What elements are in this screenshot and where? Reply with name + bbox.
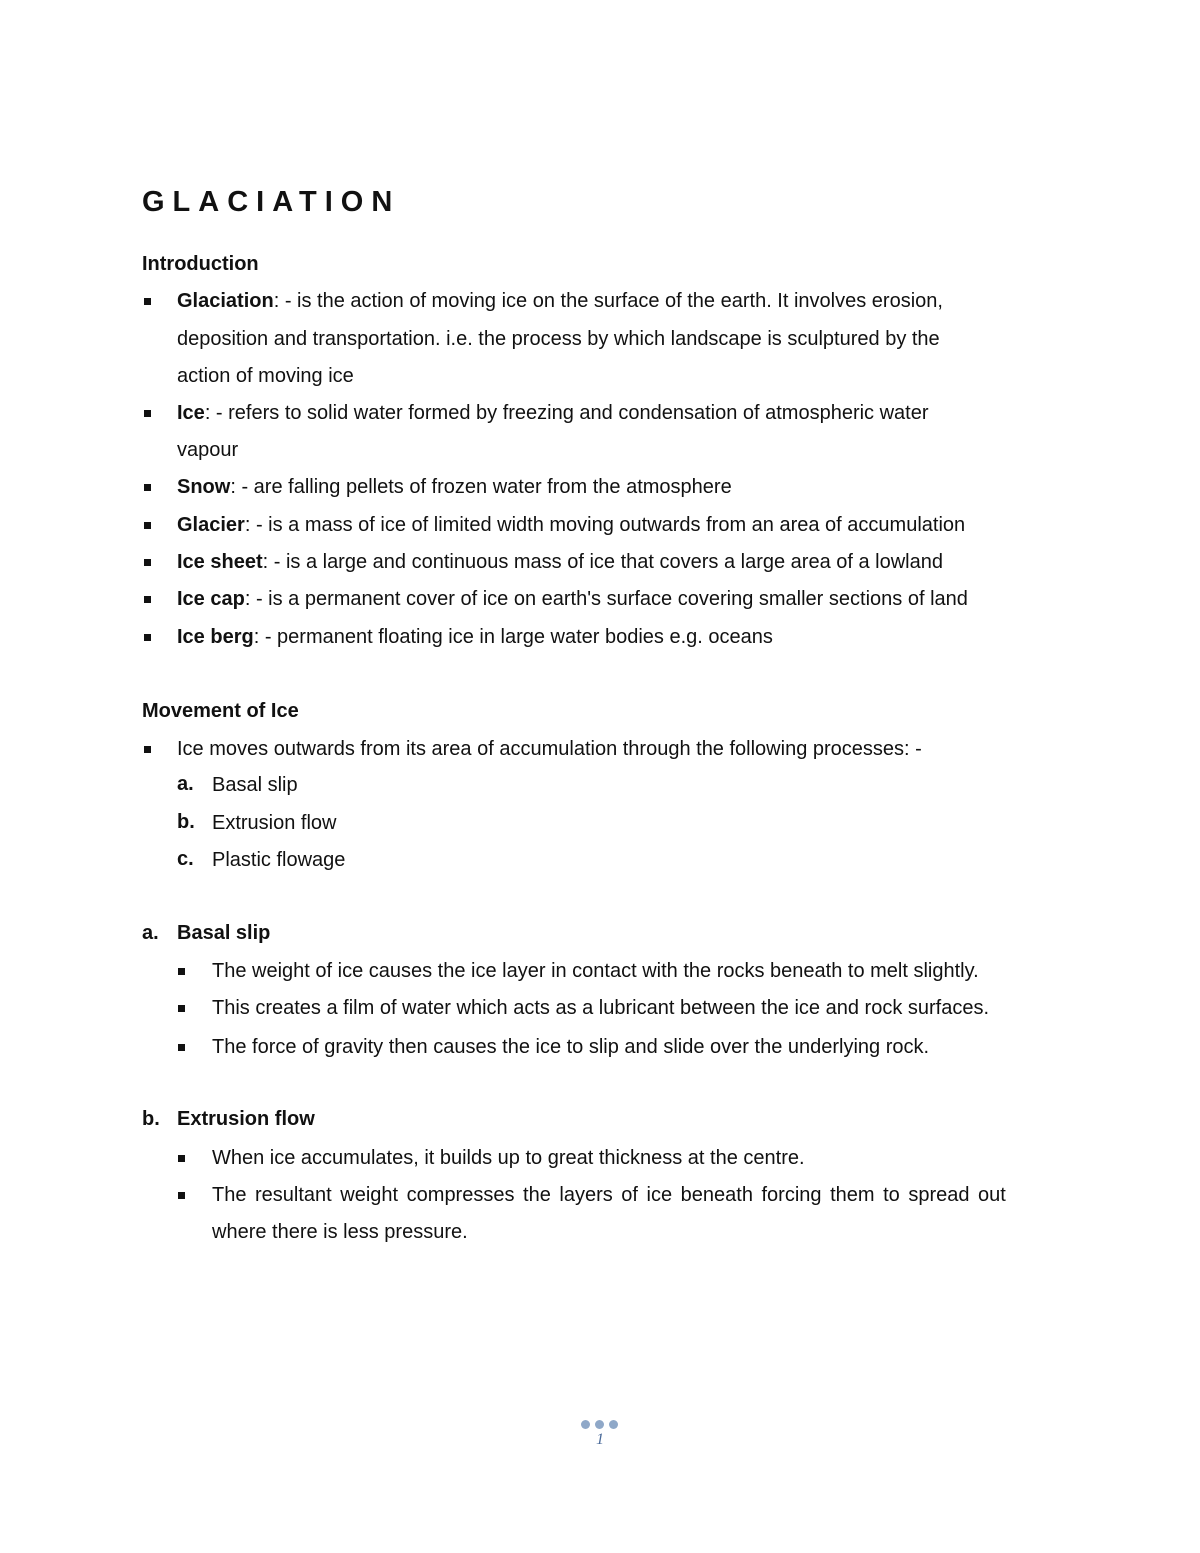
intro-item-ice-berg: Ice berg: - permanent floating ice in large water bodies e.g. oceans xyxy=(177,626,773,648)
movement-intro: Ice moves outwards from its area of accumulation through the following processes: - xyxy=(177,738,922,760)
intro-item-glaciation-line-2: deposition and transportation. i.e. the process by which landscape is sculptured by the xyxy=(177,328,940,350)
intro-item-glacier: Glacier: - is a mass of ice of limited width moving outwards from an area of accumulation xyxy=(177,514,966,536)
extrusion-flow-point-line-2: where there is less pressure. xyxy=(212,1221,468,1243)
movement-list-marker: c. xyxy=(177,848,194,870)
bullet-icon xyxy=(178,1155,185,1162)
basal-slip-point: The force of gravity then causes the ice to slip and slide over the underlying rock. xyxy=(212,1036,930,1058)
document-title: GLACIATION xyxy=(142,186,401,218)
basal-slip-point: This creates a film of water which acts as a lubricant between the ice and rock surfaces. xyxy=(212,997,990,1019)
bullet-icon xyxy=(144,746,151,753)
intro-item-ice-line-2: vapour xyxy=(177,439,239,461)
bullet-icon xyxy=(144,559,151,566)
bullet-icon xyxy=(144,298,151,305)
intro-heading: Introduction xyxy=(142,253,259,275)
bullet-icon xyxy=(178,968,185,975)
movement-heading: Movement of Ice xyxy=(142,700,299,722)
footer-dots-icon xyxy=(580,1420,620,1430)
intro-item-glaciation-line-3: action of moving ice xyxy=(177,365,354,387)
bullet-icon xyxy=(144,522,151,529)
extrusion-flow-point-line-1: The resultant weight compresses the layers of ice beneath forcing them to spread out xyxy=(212,1184,1006,1206)
intro-item-ice-line-1: Ice: - refers to solid water formed by freezing and condensation of atmospheric water xyxy=(177,402,929,424)
intro-item-glaciation-line-1: Glaciation: - is the action of moving ice on the surface of the earth. It involves erosion, xyxy=(177,290,943,312)
intro-item-ice-cap: Ice cap: - is a permanent cover of ice on earth's surface covering smaller sections of land xyxy=(177,588,968,610)
basal-slip-point: The weight of ice causes the ice layer in contact with the rocks beneath to melt slightly. xyxy=(212,960,979,982)
basal-slip-heading: a. Basal slip xyxy=(142,922,271,944)
movement-list-item: Basal slip xyxy=(212,774,298,796)
intro-item-snow: Snow: - are falling pellets of frozen water from the atmosphere xyxy=(177,476,732,498)
bullet-icon xyxy=(178,1192,185,1199)
extrusion-flow-heading: b. Extrusion flow xyxy=(142,1108,315,1130)
extrusion-flow-point: When ice accumulates, it builds up to great thickness at the centre. xyxy=(212,1147,805,1169)
page-number: 1 xyxy=(596,1431,604,1448)
movement-list-item: Plastic flowage xyxy=(212,849,346,871)
movement-list-marker: b. xyxy=(177,811,195,833)
movement-list-marker: a. xyxy=(177,773,194,795)
movement-list-item: Extrusion flow xyxy=(212,812,337,834)
bullet-icon xyxy=(144,484,151,491)
bullet-icon xyxy=(178,1044,185,1051)
bullet-icon xyxy=(144,410,151,417)
bullet-icon xyxy=(178,1005,185,1012)
bullet-icon xyxy=(144,634,151,641)
bullet-icon xyxy=(144,596,151,603)
intro-item-ice-sheet: Ice sheet: - is a large and continuous mass of ice that covers a large area of a lowland xyxy=(177,551,943,573)
